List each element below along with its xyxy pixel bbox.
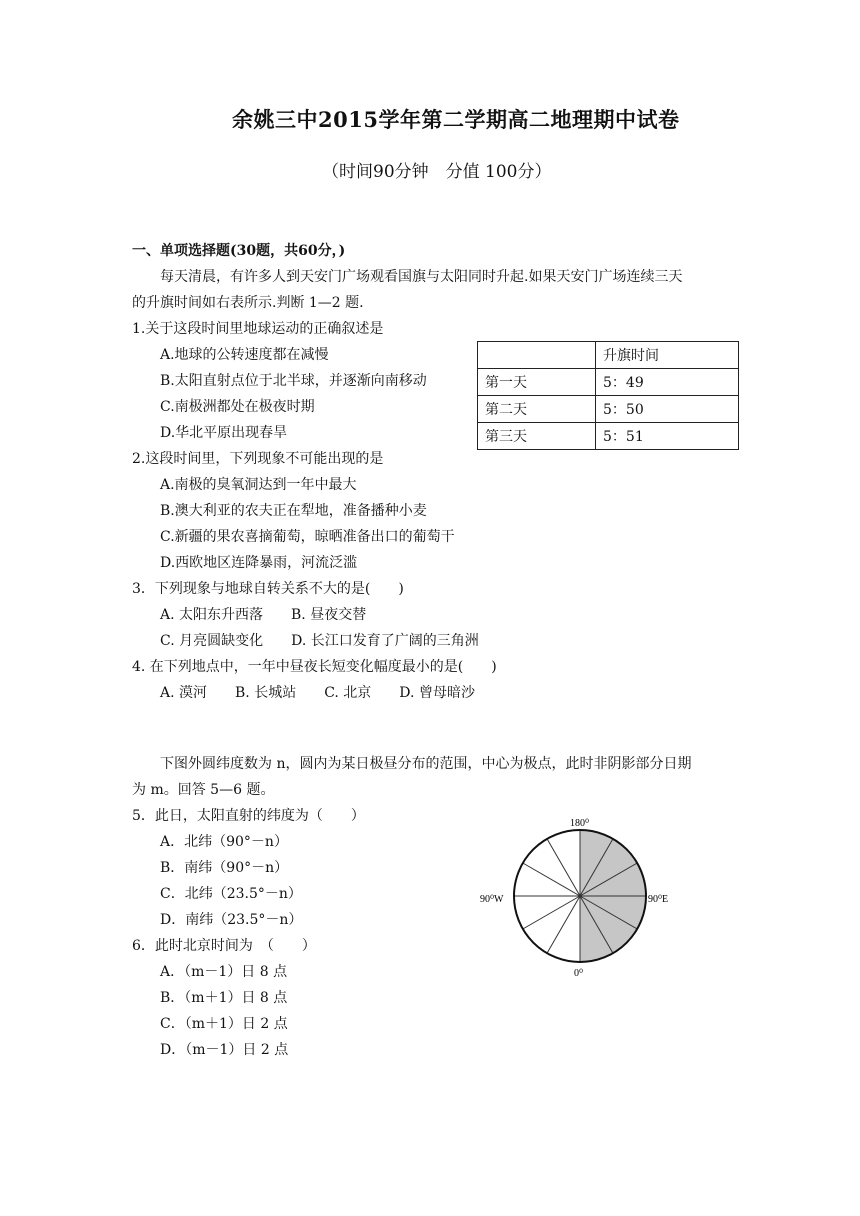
table-header-cell: 升旗时间 xyxy=(596,342,739,369)
label-90w: 90⁰W xyxy=(480,894,504,905)
question-5-option-a: A．北纬（90°－n） xyxy=(160,834,288,850)
question-6-option-c: C．（m＋1）日 2 点 xyxy=(160,1016,288,1032)
exam-subtitle: （时间90分钟 分值 100分） xyxy=(322,162,552,182)
table-cell: 第二天 xyxy=(478,396,596,423)
question-6-option-b: B．（m＋1）日 8 点 xyxy=(160,990,288,1006)
question-5-option-c: C．北纬（23.5°－n） xyxy=(160,886,302,902)
table-cell: 5：51 xyxy=(596,423,739,450)
question-3-options-row1: A. 太阳东升西落 B. 昼夜交替 xyxy=(160,607,367,623)
question-6-option-a: A．（m－1）日 8 点 xyxy=(160,964,288,980)
label-0: 0⁰ xyxy=(574,968,584,979)
polar-day-diagram xyxy=(470,812,690,984)
question-4-options: A. 漠河 B. 长城站 C. 北京 D. 曾母暗沙 xyxy=(160,685,475,701)
table-row xyxy=(478,423,739,450)
question-5-option-b: B．南纬（90°－n） xyxy=(160,860,289,876)
question-5-option-d: D．南纬（23.5°－n） xyxy=(160,912,303,928)
section2-intro-line2: 为 m。回答 5—6 题。 xyxy=(132,782,275,798)
table-header-cell xyxy=(478,342,596,369)
question-2-option-a: A.南极的臭氧洞达到一年中最大 xyxy=(160,477,357,493)
table-cell: 第三天 xyxy=(478,423,596,450)
flag-raising-table xyxy=(477,341,739,450)
question-2-option-c: C.新疆的果农喜摘葡萄，晾晒准备出口的葡萄干 xyxy=(160,529,455,545)
question-2-option-d: D.西欧地区连降暴雨，河流泛滥 xyxy=(160,555,358,571)
label-180: 180⁰ xyxy=(570,818,590,829)
meridian-line xyxy=(547,896,580,953)
table-row xyxy=(478,342,739,369)
section2-intro-line1: 下图外圆纬度数为 n，圆内为某日极昼分布的范围，中心为极点，此时非阴影部分日期 xyxy=(160,756,692,772)
question-2-stem: 2.这段时间里，下列现象不可能出现的是 xyxy=(132,451,384,467)
table-row xyxy=(478,396,739,423)
section1-heading: 一、单项选择题(30题，共60分，) xyxy=(132,243,346,259)
question-1-option-a: A.地球的公转速度都在减慢 xyxy=(160,347,329,363)
table-cell: 5：49 xyxy=(596,369,739,396)
table-cell: 第一天 xyxy=(478,369,596,396)
section1-intro-line2: 的升旗时间如右表所示.判断 1—2 题. xyxy=(132,295,364,311)
question-2-option-b: B.澳大利亚的农夫正在犁地，准备播种小麦 xyxy=(160,503,427,519)
question-1-stem: 1.关于这段时间里地球运动的正确叙述是 xyxy=(132,321,384,337)
exam-title: 余姚三中2015学年第二学期高二地理期中试卷 xyxy=(232,107,680,132)
question-4-stem: 4. 在下列地点中，一年中昼夜长短变化幅度最小的是( ) xyxy=(132,659,497,675)
question-3-options-row2: C. 月亮圆缺变化 D. 长江口发育了广阔的三角洲 xyxy=(160,633,479,649)
question-1-option-d: D.华北平原出现春旱 xyxy=(160,425,288,441)
question-5-stem: 5．此日，太阳直射的纬度为（ ） xyxy=(132,808,365,824)
meridian-line xyxy=(523,896,580,929)
question-3-stem: 3．下列现象与地球自转关系不大的是( ) xyxy=(132,581,404,597)
meridian-line xyxy=(523,863,580,896)
question-6-option-d: D．（m－1）日 2 点 xyxy=(160,1042,289,1058)
meridian-line xyxy=(547,839,580,896)
table-cell: 5：50 xyxy=(596,396,739,423)
section1-intro-line1: 每天清晨，有许多人到天安门广场观看国旗与太阳同时升起.如果天安门广场连续三天 xyxy=(160,269,683,285)
table-row xyxy=(478,369,739,396)
label-90e: 90⁰E xyxy=(648,894,669,905)
question-6-stem: 6．此时北京时间为 （ ） xyxy=(132,938,316,954)
question-1-option-c: C.南极洲都处在极夜时期 xyxy=(160,399,315,415)
question-1-option-b: B.太阳直射点位于北半球，并逐渐向南移动 xyxy=(160,373,427,389)
